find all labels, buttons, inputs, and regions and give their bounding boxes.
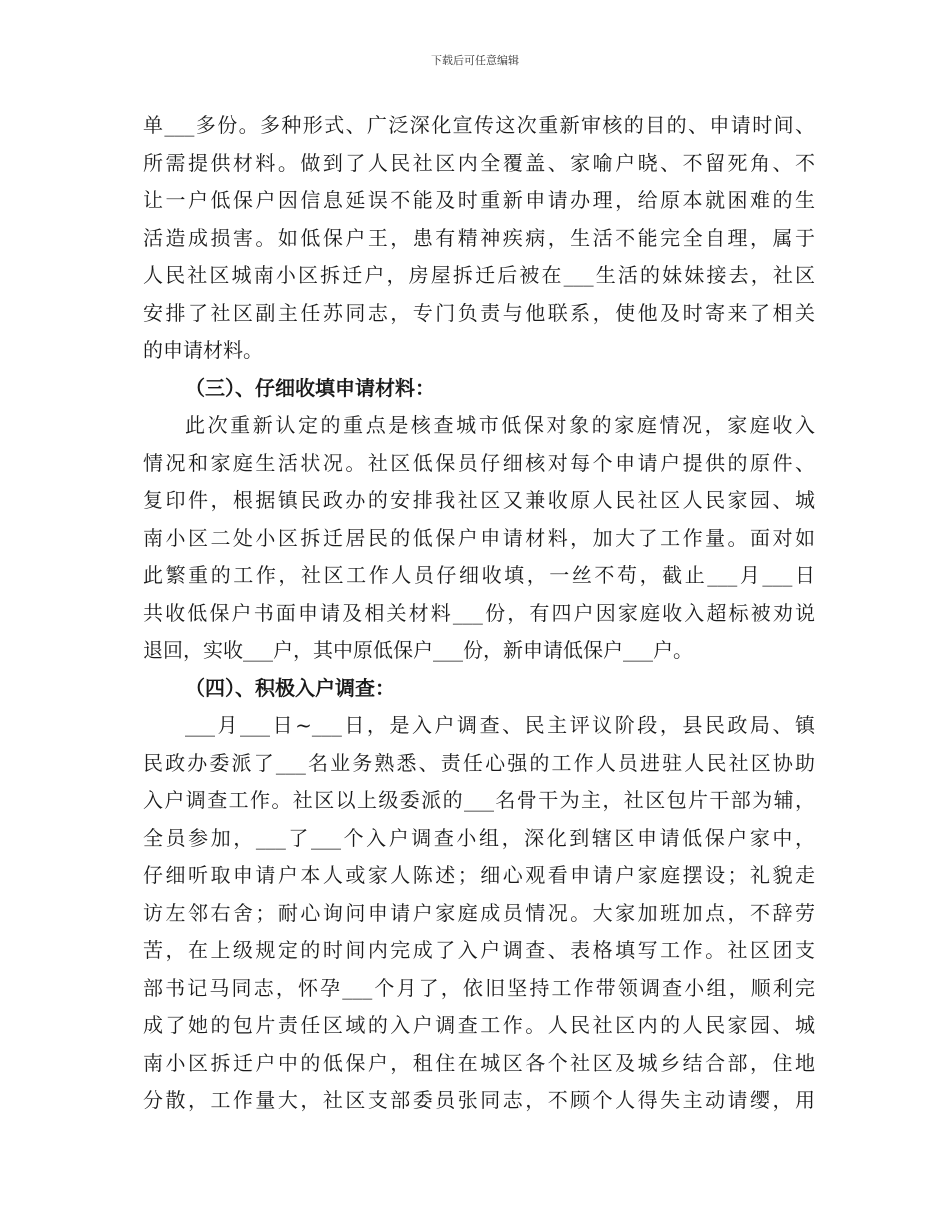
text-line: 此次重新认定的重点是核查城市低保对象的家庭情况，家庭收入 bbox=[185, 413, 815, 437]
text-line: 苦，在上级规定的时间内完成了入户调查、表格填写工作。社区团支 bbox=[143, 938, 815, 962]
text-line: 此繁重的工作，社区工作人员仔细收填，一丝不苟，截止___月___日 bbox=[143, 563, 815, 587]
text-line: 所需提供材料。做到了人民社区内全覆盖、家喻户晓、不留死角、不 bbox=[143, 150, 815, 175]
page-header: 下载后可任意编辑 bbox=[431, 54, 519, 67]
text-line: 退回，实收___户，其中原低保户___份，新申请低保户___户。 bbox=[143, 638, 693, 662]
text-line: 人民社区城南小区拆迁户，房屋拆迁后被在___生活的妹妹接去，社区 bbox=[143, 263, 815, 287]
text-line: 访左邻右舍；耐心询问申请户家庭成员情况。大家加班加点，不辞劳 bbox=[143, 900, 815, 925]
text-line: 的申请材料。 bbox=[143, 338, 263, 362]
text-line: 活造成损害。如低保户王，患有精神疾病，生活不能完全自理，属于 bbox=[143, 225, 815, 250]
text-line: 单___多份。多种形式、广泛深化宣传这次重新审核的目的、申请时间、 bbox=[143, 113, 815, 137]
text-line: 南小区拆迁户中的低保户，租住在城区各个社区及城乡结合部，住地 bbox=[143, 1050, 815, 1075]
text-line: 南小区二处小区拆迁居民的低保户申请材料，加大了工作量。面对如 bbox=[143, 525, 815, 550]
text-line: 部书记马同志，怀孕___个月了，依旧坚持工作带领调查小组，顺利完 bbox=[143, 975, 815, 1000]
text-line: 安排了社区副主任苏同志，专门负责与他联系，使他及时寄来了相关 bbox=[143, 300, 815, 325]
section-heading-3: （三）、仔细收填申请材料： bbox=[185, 375, 435, 400]
text-line: 全员参加，___了___个入户调查小组，深化到辖区申请低保户家中， bbox=[143, 825, 815, 850]
text-line: ___月___日~___日，是入户调查、民主评议阶段，县民政局、镇 bbox=[185, 713, 815, 737]
text-line: 仔细听取申请户本人或家人陈述；细心观看申请户家庭摆设；礼貌走 bbox=[143, 863, 815, 887]
text-line: 复印件，根据镇民政办的安排我社区又兼收原人民社区人民家园、城 bbox=[143, 488, 815, 512]
text-line: 让一户低保户因信息延误不能及时重新申请办理，给原本就困难的生 bbox=[143, 188, 815, 212]
text-line: 情况和家庭生活状况。社区低保员仔细核对每个申请户提供的原件、 bbox=[143, 450, 815, 475]
text-line: 民政办委派了___名业务熟悉、责任心强的工作人员进驻人民社区协助 bbox=[143, 750, 815, 775]
text-line: 成了她的包片责任区域的入户调查工作。人民社区内的人民家园、城 bbox=[143, 1013, 815, 1037]
text-line: 分散，工作量大，社区支部委员张同志，不顾个人得失主动请缨，用 bbox=[143, 1088, 815, 1112]
section-heading-4: （四）、积极入户调查： bbox=[185, 675, 395, 700]
text-line: 共收低保户书面申请及相关材料___份，有四户因家庭收入超标被劝说 bbox=[143, 600, 815, 625]
document-body bbox=[143, 107, 815, 1120]
text-line: 入户调查工作。社区以上级委派的___名骨干为主，社区包片干部为辅， bbox=[143, 788, 815, 812]
